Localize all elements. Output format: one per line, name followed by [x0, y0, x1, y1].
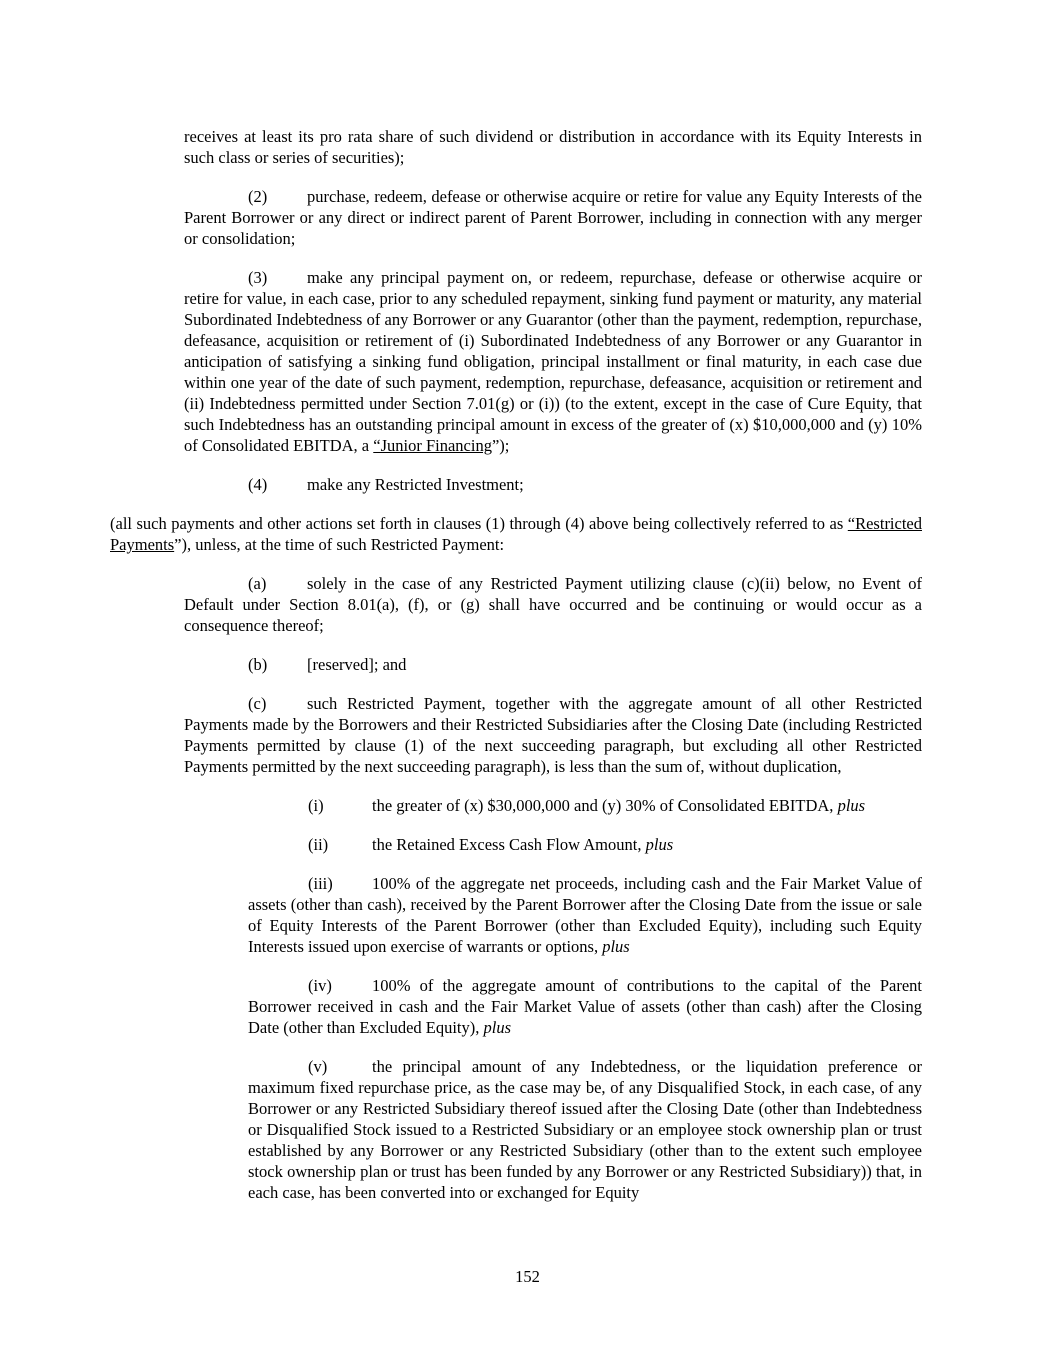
paragraph — [184, 267, 922, 456]
paragraph — [248, 873, 922, 957]
text-run: ”); — [491, 436, 510, 455]
paragraph — [248, 834, 922, 855]
text-run: plus — [483, 1018, 512, 1037]
clause-label: (2) — [248, 187, 268, 206]
text-run: ”), unless, at the time of such Restricted Payment: — [174, 535, 505, 554]
paragraph — [184, 654, 922, 675]
text-run: the principal amount of any Indebtedness, or the liquidation preference or maximum fixed repurchase price, as the case may be, of any Disqualified Stock, in each case, of any Borrower or any Restricted Subsidiary thereof issued after the Closing Date (other than Indebtedness or Disqualified Stock issued to a Restricted Subsidiary or an employee stock ownership plan or trust established by any Borrower or any Restricted Subsidiary (other than to the extent such employee stock ownership plan or trust has been funded by any Borrower or any Restricted Subsidiary)) that, in each case, has been converted into or exchanged for Equity — [248, 1057, 922, 1202]
paragraph — [184, 693, 922, 777]
defined-term: “Junior Financing — [373, 436, 492, 455]
text-run: plus — [837, 796, 866, 815]
clause-label: (v) — [308, 1057, 328, 1076]
paragraph — [110, 513, 922, 555]
text-run: plus — [602, 937, 630, 956]
text-run: plus — [645, 835, 674, 854]
text-run: the greater of (x) $30,000,000 and (y) 30% of Consolidated EBITDA, — [372, 796, 838, 815]
clause-label: (ii) — [308, 835, 329, 854]
text-run: 100% of the aggregate net proceeds, including cash and the Fair Market Value of assets (other than cash), received by the Parent Borrower after the Closing Date from the issue or sale of Equity Interests of the Parent Borrower (other than Excluded Equity), including such Equity Interests issued upon exercise of warrants or options, — [248, 874, 922, 956]
text-run: make any principal payment on, or redeem, repurchase, defease or otherwise acquire or retire for value, in each case, prior to any scheduled repayment, sinking fund payment or maturity, any material Subordinated Indebtedness of any Borrower or any Guarantor (other than the payment, redemption, repurchase, defeasance, acquisition or retirement of (i) Subordinated Indebtedness of any Borrower or any Guarantor in anticipation of satisfying a sinking fund obligation, principal installment or final maturity, in each case due within one year of the date of such payment, redemption, repurchase, defeasance, acquisition or retirement and (ii) Indebtedness permitted under Section 7.01(g) or (i)) (to the extent, except in the case of Cure Equity, that such Indebtedness has an outstanding principal amount in excess of the greater of (x) $10,000,000 and (y) 10% of Consolidated EBITDA, a — [184, 268, 922, 455]
clause-label: (a) — [248, 574, 267, 593]
paragraph — [248, 1056, 922, 1203]
clause-label: (b) — [248, 655, 268, 674]
clause-label: (c) — [248, 694, 267, 713]
defined-term: “Restricted Payments — [110, 514, 922, 554]
text-run: the Retained Excess Cash Flow Amount, — [372, 835, 646, 854]
document-body — [110, 126, 922, 1221]
clause-label: (iii) — [308, 874, 333, 893]
paragraph — [184, 186, 922, 249]
page-number: 152 — [515, 1267, 540, 1286]
paragraph — [184, 126, 922, 168]
text-run: purchase, redeem, defease or otherwise acquire or retire for value any Equity Interests of the Parent Borrower or any direct or indirect parent of Parent Borrower, including in connection with any merger or consolidation; — [184, 187, 922, 248]
text-run: (all such payments and other actions set forth in clauses (1) through (4) above being collectively referred to as — [110, 514, 848, 533]
clause-label: (i) — [308, 796, 324, 815]
clause-label: (4) — [248, 475, 268, 494]
text-run: solely in the case of any Restricted Payment utilizing clause (c)(ii) below, no Event of Default under Section 8.01(a), (f), or (g) shall have occurred and be continuing or would occur as a consequence thereof; — [184, 574, 922, 635]
clause-label: (3) — [248, 268, 268, 287]
text-run: make any Restricted Investment; — [307, 475, 524, 494]
text-run: 100% of the aggregate amount of contributions to the capital of the Parent Borrower received in cash and the Fair Market Value of assets (other than cash) after the Closing Date (other than Excluded Equity), — [248, 976, 922, 1037]
text-run: such Restricted Payment, together with the aggregate amount of all other Restricted Payments made by the Borrowers and their Restricted Subsidiaries after the Closing Date (including Restricted Payments permitted by clause (1) of the next succeeding paragraph, but excluding all other Restricted Payments permitted by the next succeeding paragraph), is less than the sum of, without duplication, — [184, 694, 922, 776]
text-run: receives at least its pro rata share of such dividend or distribution in accordance with its Equity Interests in such class or series of securities); — [184, 127, 922, 167]
clause-label: (iv) — [308, 976, 332, 995]
paragraph — [248, 975, 922, 1038]
page-footer — [0, 1266, 1055, 1287]
paragraph — [184, 573, 922, 636]
paragraph — [184, 474, 922, 495]
text-run: [reserved]; and — [307, 655, 407, 674]
paragraph — [248, 795, 922, 816]
